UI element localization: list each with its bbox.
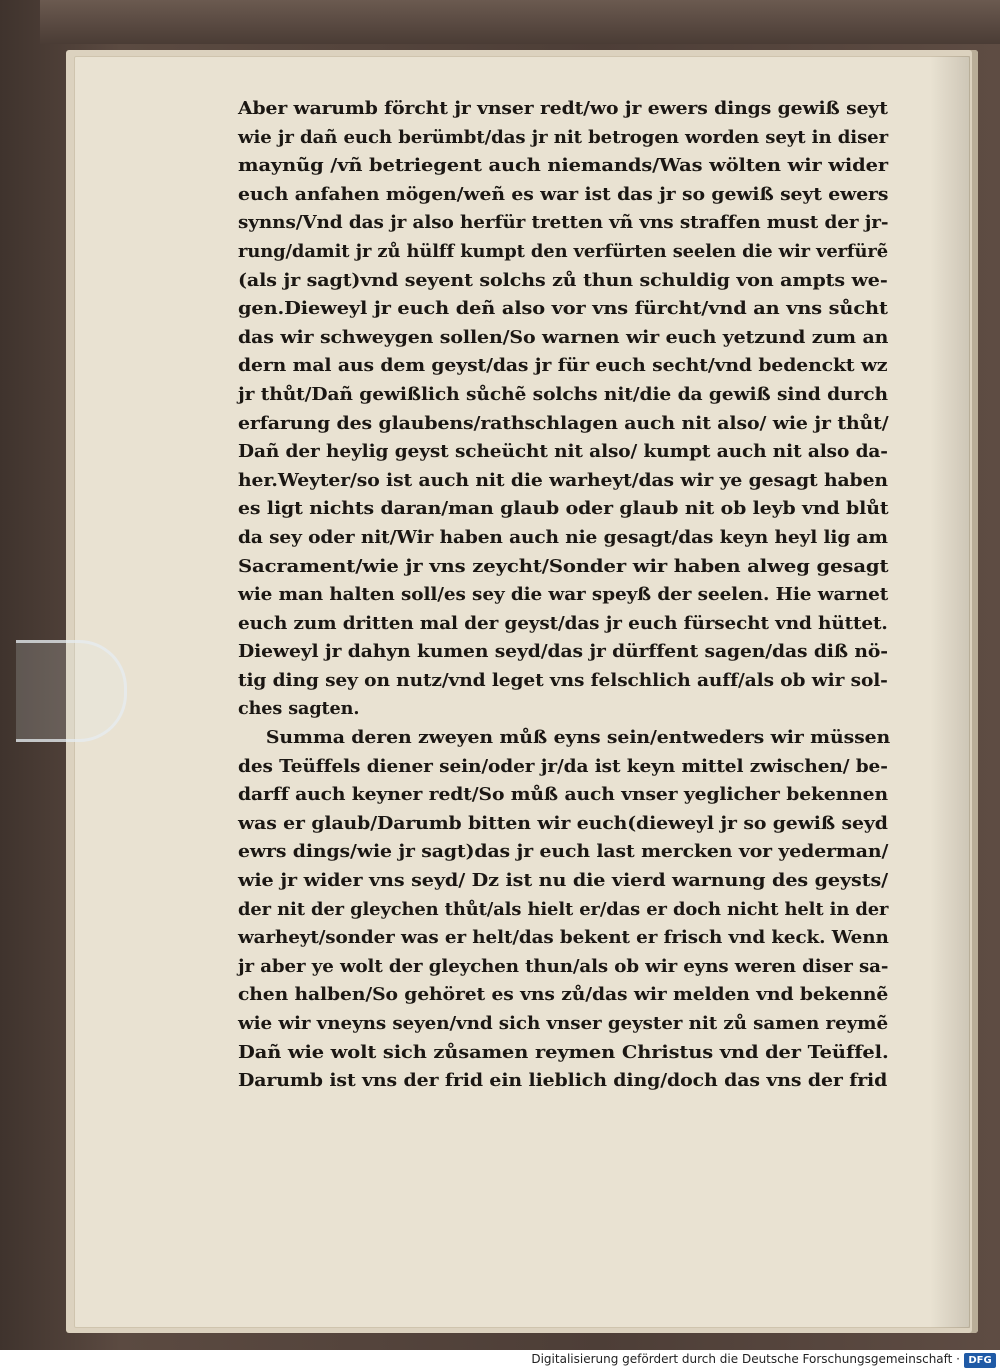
text-line: da sey oder nit/Wir haben auch nie gesagt/das keyn heyl lig am — [238, 526, 888, 548]
text-line: synns/Vnd das jr also herfür tretten vñ vns straffen must der jr- — [238, 212, 889, 234]
text-line: jr aber ye wolt der gleychen thun/als ob wir eyns weren diser sa- — [238, 955, 889, 977]
text-line: jr thůt/Dañ gewißlich sůchẽ solchs nit/die da gewiß sind durch — [238, 383, 888, 405]
spine-shadow — [930, 56, 970, 1328]
footer-bar — [0, 1350, 1000, 1371]
text-line: euch anfahen mögen/weñ es war ist das jr so gewiß seyt ewers — [238, 183, 889, 205]
text-line: Darumb ist vns der frid ein lieblich ding/doch das vns der frid — [238, 1070, 888, 1092]
text-line: darff auch keyner redt/So můß auch vnser yeglicher bekennen — [238, 784, 888, 806]
text-line: wie man halten soll/es sey die war speyß der seelen. Hie warnet — [238, 584, 889, 606]
text-line: rung/damit jr zů hülff kumpt den verfürten seelen die wir verfürẽ — [238, 240, 889, 262]
text-line: wie wir vneyns seyen/vnd sich vnser geyster nit zů samen reymẽ — [238, 1013, 889, 1034]
text-line: Dañ der heylig geyst scheücht nit also/ kumpt auch nit also da- — [238, 441, 888, 463]
text-line: Summa deren zweyen můß eyns sein/entweders wir müssen — [265, 727, 891, 749]
text-line: tig ding sey on nutz/vnd leget vns felschlich auff/als ob wir sol- — [238, 669, 888, 691]
text-line: das wir schweygen sollen/So warnen wir euch yetzund zum an — [238, 326, 889, 348]
text-line: euch zum dritten mal der geyst/das jr euch fürsecht vnd hüttet. — [238, 612, 888, 634]
text-line: Aber warumb förcht jr vnser redt/wo jr ewers dings gewiß seyt — [238, 98, 888, 119]
text-line: ches sagten. — [238, 698, 360, 720]
page-clip — [16, 640, 127, 742]
text-line: der nit der gleychen thůt/als hielt er/das er doch nicht helt in der — [238, 898, 889, 920]
text-line: erfarung des glaubens/rathschlagen auch nit also/ wie jr thůt/ — [238, 412, 889, 434]
book-cover-top-edge — [40, 0, 1000, 44]
text-line: was er glaub/Darumb bitten wir euch(dieweyl jr so gewiß seyd — [238, 812, 888, 834]
text-line: gen.Dieweyl jr euch deñ also vor vns fürcht/vnd an vns sůcht — [238, 298, 888, 320]
text-line: dern mal aus dem geyst/das jr für euch secht/vnd bedenckt wz — [238, 355, 888, 377]
blackletter-text-block — [238, 95, 891, 1096]
text-line: warheyt/sonder was er helt/das bekent er frisch vnd keck. Wenn — [238, 927, 889, 949]
dfg-logo-icon: DFG — [964, 1353, 996, 1368]
text-line: ewrs dings/wie jr sagt)das jr euch last mercken vor yederman/ — [238, 841, 889, 863]
text-line: wie jr wider vns seyd/ Dz ist nu die vierd warnung des geysts/ — [238, 870, 889, 892]
text-line: maynũg /vñ betriegent auch niemands/Was wölten wir wider — [238, 155, 888, 177]
text-line: (als jr sagt)vnd seyent solchs zů thun schuldig von ampts we- — [238, 269, 888, 291]
text-line: Sacrament/wie jr vns zeycht/Sonder wir haben alweg gesagt — [238, 555, 889, 577]
text-line: wie jr dañ euch berümbt/das jr nit betrogen worden seyt in diser — [238, 126, 889, 148]
text-line: her.Weyter/so ist auch nit die warheyt/das wir ye gesagt haben — [238, 469, 888, 491]
text-line: Dieweyl jr dahyn kumen seyd/das jr dürffent sagen/das diß nö- — [238, 641, 888, 663]
text-line: des Teüffels diener sein/oder jr/da ist keyn mittel zwischen/ be- — [238, 755, 888, 777]
text-line: Dañ wie wolt sich zůsamen reymen Christus vnd der Teüffel. — [238, 1041, 889, 1063]
text-line: chen halben/So gehöret es vns zů/das wir melden vnd bekennẽ — [238, 984, 889, 1006]
text-line: es ligt nichts daran/man glaub oder glaub nit ob leyb vnd blůt — [238, 498, 889, 520]
funding-credit: Digitalisierung gefördert durch die Deutsche Forschungsgemeinschaft · — [531, 1352, 960, 1366]
